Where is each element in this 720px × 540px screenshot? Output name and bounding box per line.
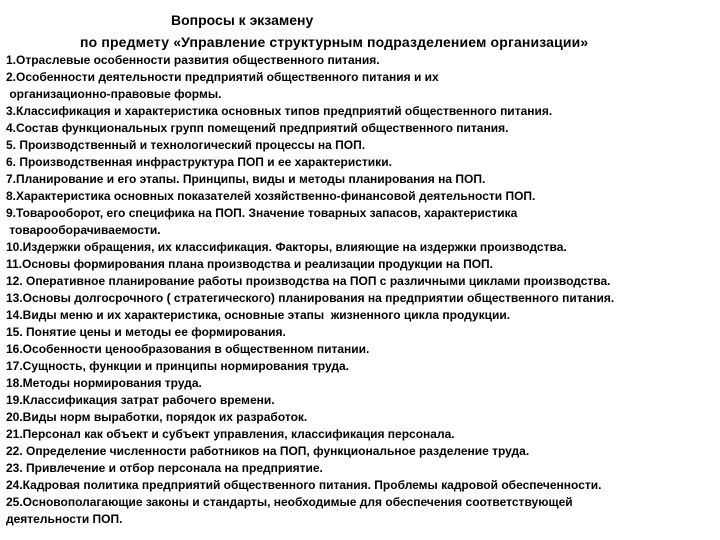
list-item: 3.Классификация и характеристика основных типов предприятий общественного питания.: [6, 104, 553, 118]
list-item: 20.Виды норм выработки, порядок их разработок.: [6, 410, 308, 424]
list-item: 4.Состав функциональных групп помещений предприятий общественного питания.: [6, 121, 509, 135]
page-title: Вопросы к экзамену: [171, 12, 314, 28]
list-item: 23. Привлечение и отбор персонала на предприятие.: [6, 461, 323, 475]
list-item: деятельности ПОП.: [6, 512, 123, 526]
list-item: 22. Определение численности работников на ПОП, функциональное разделение труда.: [6, 444, 530, 458]
list-item: 9.Товарооборот, его специфика на ПОП. Значение товарных запасов, характеристика: [6, 206, 518, 220]
questions-list: [6, 52, 720, 528]
list-item: 8.Характеристика основных показателей хозяйственно-финансовой деятельности ПОП.: [6, 189, 536, 203]
list-item: 15. Понятие цены и методы ее формирования.: [6, 325, 286, 339]
list-item: товарооборачиваемости.: [6, 223, 161, 237]
list-item: 11.Основы формирования плана производства и реализации продукции на ПОП.: [6, 257, 494, 271]
list-item: 5. Производственный и технологический процессы на ПОП.: [6, 138, 366, 152]
list-item: 16.Особенности ценообразования в общественном питании.: [6, 342, 370, 356]
list-item: 2.Особенности деятельности предприятий общественного питания и их: [6, 70, 439, 84]
list-item: 25.Основополагающие законы и стандарты, необходимые для обеспечения соответствующей: [6, 495, 573, 509]
list-item: 14.Виды меню и их характеристика, основные этапы жизненного цикла продукции.: [6, 308, 511, 322]
list-item: 1.Отраслевые особенности развития общественного питания.: [6, 53, 380, 67]
list-item: 18.Методы нормирования труда.: [6, 376, 202, 390]
list-item: 21.Персонал как объект и субъект управления, классификация персонала.: [6, 427, 455, 441]
list-item: 7.Планирование и его этапы. Принципы, виды и методы планирования на ПОП.: [6, 172, 486, 186]
list-item: 19.Классификация затрат рабочего времени.: [6, 393, 275, 407]
list-item: 13.Основы долгосрочного ( стратегического) планирования на предприятии общественного питания.: [6, 291, 615, 305]
list-item: организационно-правовые формы.: [6, 87, 222, 101]
list-item: 12. Оперативное планирование работы производства на ПОП с различными циклами производства.: [6, 274, 611, 288]
page-subtitle: по предмету «Управление структурным подразделением организации»: [80, 34, 589, 50]
list-item: 10.Издержки обращения, их классификация. Факторы, влияющие на издержки производства.: [6, 240, 567, 254]
list-item: 24.Кадровая политика предприятий общественного питания. Проблемы кадровой обеспеченности.: [6, 478, 602, 492]
list-item: 17.Сущность, функции и принципы нормирования труда.: [6, 359, 349, 373]
list-item: 6. Производственная инфраструктура ПОП и ее характеристики.: [6, 155, 392, 169]
